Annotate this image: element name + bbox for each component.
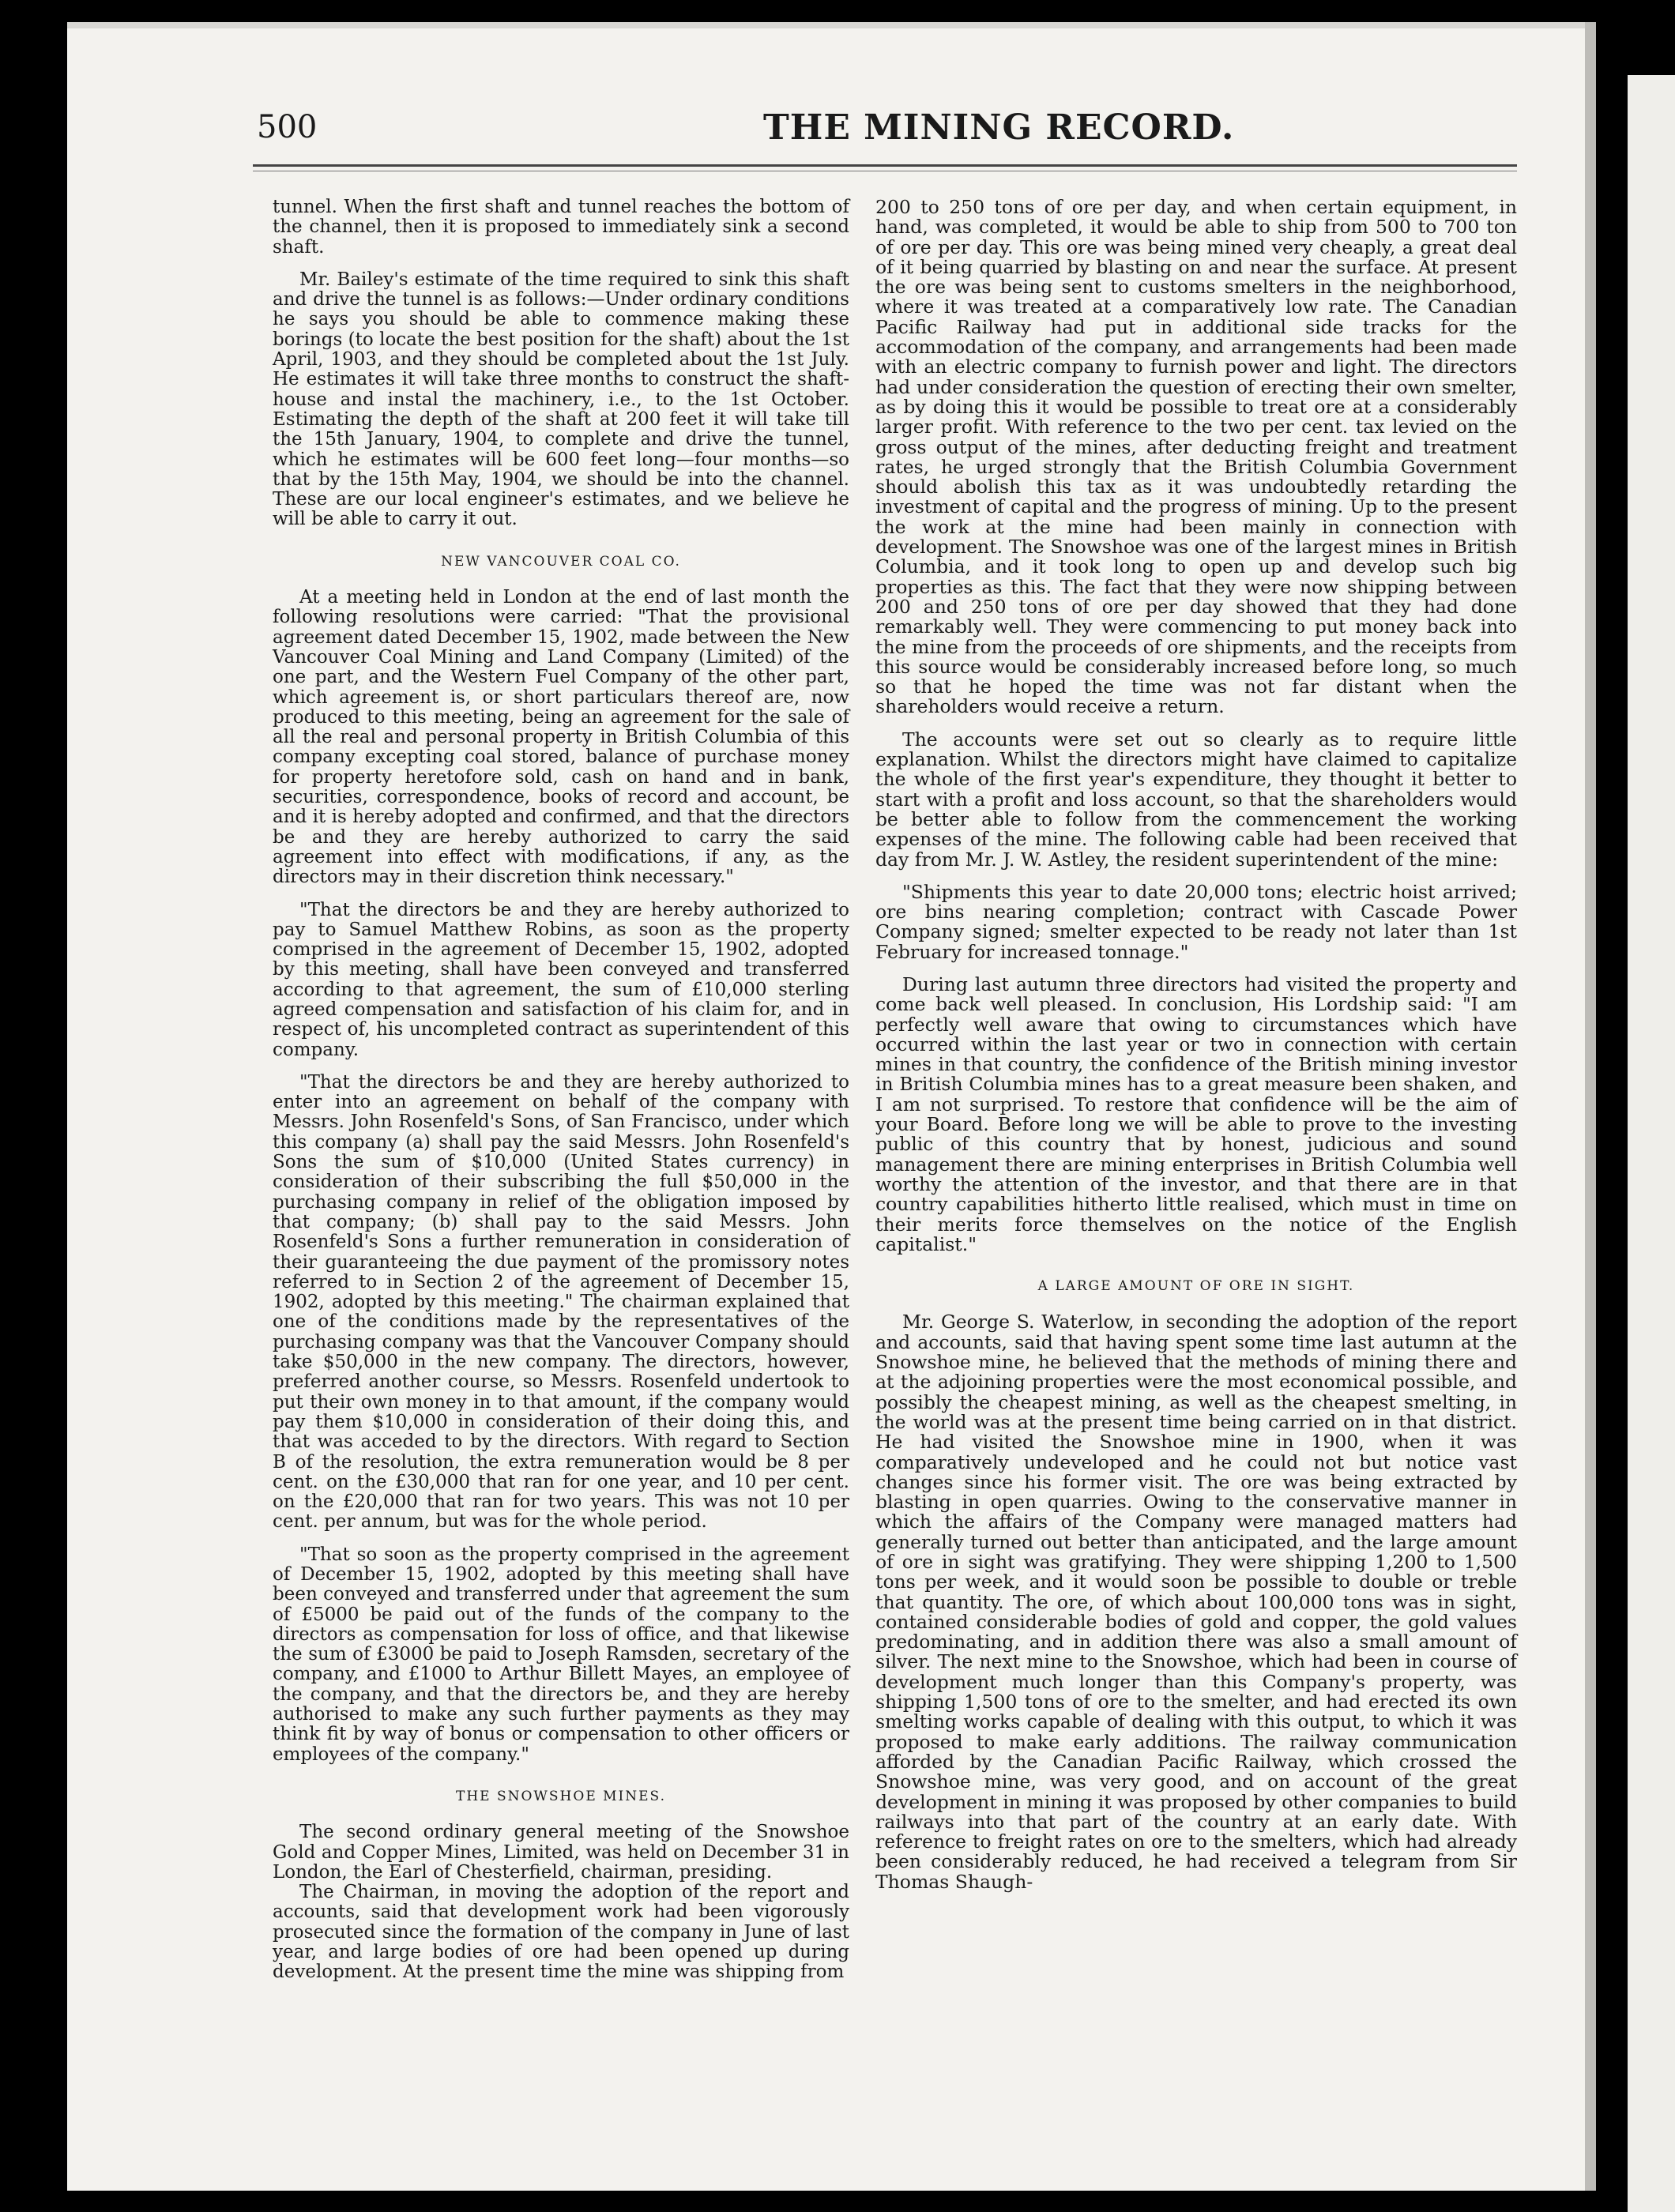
header-rule [253,164,1517,167]
paragraph: Mr. George S. Waterlow, in seconding the adoption of the report and accounts, said that having spent some time last autumn at the Snowshoe mine, he believed that the methods of mining there and at the adjoining properties were the most economical possible, and possibly the cheapest mining, as well as the cheapest smelting, in the world was at the present time being carried on in that district. He had visited the Snowshoe mine in 1900, when it was comparatively undeveloped and he could not but notice vast changes since his former visit. The ore was being extracted by blasting in open quarries. Owing to the conservative manner in which the affairs of the Company were managed matters had generally turned out better than anticipated, and the large amount of ore in sight was gratifying. They were shipping 1,200 to 1,500 tons per week, and it would soon be possible to double or treble that quantity. The ore, of which about 100,000 tons was in sight, contained considerable bodies of gold and copper, the gold values predominating, and in addition there was also a small amount of silver. The next mine to the Snowshoe, which had been in course of development much longer than this Company's property, was shipping 1,500 tons of ore to the smelter, and had erected its own smelting works capable of dealing with this output, to which it was proposed to make early additions. The railway communication afforded by the Canadian Pacific Railway, which crossed the Snowshoe mine, was very good, and on account of the great development in mining it was proposed by other companies to build railways into that part of the country at an early date. With reference to freight rates on ore to the smelters, which had already been considerably reduced, he had received a telegram from Sir Thomas Shaugh- [875,1311,1517,1893]
page-binding-shadow [1585,22,1596,2191]
right-column [875,198,1517,1892]
paragraph: "That the directors be and they are hereby authorized to enter into an agreement on behalf of the company with Messrs. John Rosenfeld's Sons, of San Francisco, under which this company (a) shall pay the said Messrs. John Rosenfeld's Sons the sum of $10,000 (United States currency) in consideration of their subscribing the full $50,000 in the purchasing company in relief of the obligation imposed by that company; (b) shall pay to the said Messrs. John Rosenfeld's Sons a further remuneration in consideration of their guaranteeing the due payment of the promissory notes referred to in Section 2 of the agreement of December 15, 1902, adopted by this meeting." The chairman explained that one of the conditions made by the representatives of the purchasing company was that the Vancouver Company should take $50,000 in the new company. The directors, however, preferred another course, so Messrs. Rosenfeld undertook to put their own money in to that amount, if the company would pay them $10,000 in consideration of their doing this, and that was acceded to by the directors. With regard to Section B of the resolution, the extra remuneration would be 8 per cent. on the £30,000 that ran for one year, and 10 per cent. on the £20,000 that ran for two years. This was not 10 per cent. per annum, but was for the whole period. [273,1071,849,1533]
page-number: 500 [257,109,318,145]
paragraph: 200 to 250 tons of ore per day, and when certain equipment, in hand, was completed, it would be able to ship from 500 to 700 ton of ore per day. This ore was being mined very cheaply, a great deal of it being quarried by blasting on and near the surface. At present the ore was being sent to customs smelters in the neighborhood, where it was treated at a comparatively low rate. The Canadian Pacific Railway had put in additional side tracks for the accommodation of the company, and arrangements had been made with an electric company to furnish power and light. The directors had under consideration the question of erecting their own smelter, as by doing this it would be possible to treat ore at a considerably larger profit. With reference to the two per cent. tax levied on the gross output of the mines, after deducting freight and treatment rates, he urged strongly that the British Columbia Government should abolish this tax as it was undoubtedly retarding the investment of capital and the progress of mining. Up to the present the work at the mine had been mainly in connection with development. The Snowshoe was one of the largest mines in British Columbia, and it took long to open up and develop such big properties as this. The fact that they were now shipping between 200 and 250 tons of ore per day showed that they had done remarkably well. They were commencing to put money back into the mine from the proceeds of ore shipments, and the receipts from this source would be considerably increased before long, so much so that he hoped the time was not far distant when the shareholders would receive a return. [875,196,1517,718]
journal-title: THE MINING RECORD. [763,107,1235,148]
paragraph: The second ordinary general meeting of the Snowshoe Gold and Copper Mines, Limited, was held on December 31 in London, the Earl of Chesterfield, chairman, presiding. [273,1822,849,1883]
page-top-edge [67,22,1596,28]
section-heading: NEW VANCOUVER COAL CO. [441,553,681,570]
paragraph: The accounts were set out so clearly as to require little explanation. Whilst the directors might have claimed to capitalize the whole of the first year's expenditure, they thought it better to start with a profit and loss account, so that the shareholders would be better able to follow from the commencement the working expenses of the mine. The following cable had been received that day from Mr. J. W. Astley, the resident superintendent of the mine: [875,728,1517,871]
paragraph: "That so soon as the property comprised in the agreement of December 15, 1902, adopted by this meeting shall have been conveyed and transferred under that agreement the sum of £5000 be paid out of the funds of the company to the directors as compensation for loss of office, and that likewise the sum of £3000 be paid to Joseph Ramsden, secretary of the company, and £1000 to Arthur Billett Mayes, an employee of the company, and that the directors be, and they are hereby authorised to make any such further payments as they may think fit by way of bonus or compensation to other officers or employees of the company." [273,1544,849,1765]
paragraph: At a meeting held in London at the end of last month the following resolutions were carried: "That the provisional agreement dated December 15, 1902, made between the New Vancouver Coal Mining and Land Company (Limited) of the one part, and the Western Fuel Company of the other part, which agreement is, or short particulars thereof are, now produced to this meeting, being an agreement for the sale of all the real and personal property in British Columbia of this company excepting coal stored, balance of purchase money for property heretofore sold, cash on hand and in bank, securities, correspondence, books of record and account, be and it is hereby adopted and confirmed, and that the directors be and they are hereby authorized to carry the said agreement into effect with modifications, if any, as the directors may in their discretion think necessary." [273,587,849,888]
adjacent-page-edge [1628,75,1675,2212]
paragraph: During last autumn three directors had visited the property and come back well pleased. In conclusion, His Lordship said: "I am perfectly well aware that owing to circumstances which have occurred within the last year or two in connection with certain mines in that country, the confidence of the British mining investor in British Columbia mines has to a great measure been shaken, and I am not surprised. To restore that confidence will be the aim of your Board. Before long we will be able to prove to the investing public of this country that by honest, judicious and sound management there are mining enterprises in British Columbia well worthy the attention of the investor, and that there are in that country capabilities hitherto little realised, which must in time on their merits force themselves on the notice of the English capitalist." [875,972,1517,1255]
section-heading: A LARGE AMOUNT OF ORE IN SIGHT. [1037,1278,1355,1295]
paragraph: Mr. Bailey's estimate of the time required to sink this shaft and drive the tunnel is as follows:—Under ordinary conditions he says you should be able to commence making these borings (to locate the best position for the shaft) about the 1st April, 1903, and they should be completed about the 1st July. He estimates it will take three months to construct the shaft-house and instal the machinery, i.e., to the 1st October. Estimating the depth of the shaft at 200 feet it will take till the 15th January, 1904, to complete and drive the tunnel, which he estimates will be 600 feet long—four months—so that by the 15th May, 1904, we should be into the channel. These are our local engineer's estimates, and we believe he will be able to carry it out. [273,269,849,530]
paragraph: The Chairman, in moving the adoption of the report and accounts, said that development work had been vigorously prosecuted since the formation of the company in June of last year, and large bodies of ore had been opened up during development. At the present time the mine was shipping from [273,1882,849,1983]
section-heading: THE SNOWSHOE MINES. [456,1788,666,1804]
left-column [273,198,849,1983]
quoted-cable: "Shipments this year to date 20,000 tons; electric hoist arrived; ore bins nearing completion; contract with Cascade Power Company signed; smelter expected to be ready not later than 1st February for increased tonnage." [875,880,1517,963]
paragraph: tunnel. When the first shaft and tunnel reaches the bottom of the channel, then it is proposed to immediately sink a second shaft. [273,197,849,258]
paragraph: "That the directors be and they are hereby authorized to pay to Samuel Matthew Robins, as soon as the property comprised in the agreement of December 15, 1902, adopted by this meeting, shall have been conveyed and transferred according to that agreement, the sum of £10,000 sterling agreed compensation and satisfaction of his claim for, and in respect of, his uncompleted contract as superintendent of this company. [273,899,849,1060]
